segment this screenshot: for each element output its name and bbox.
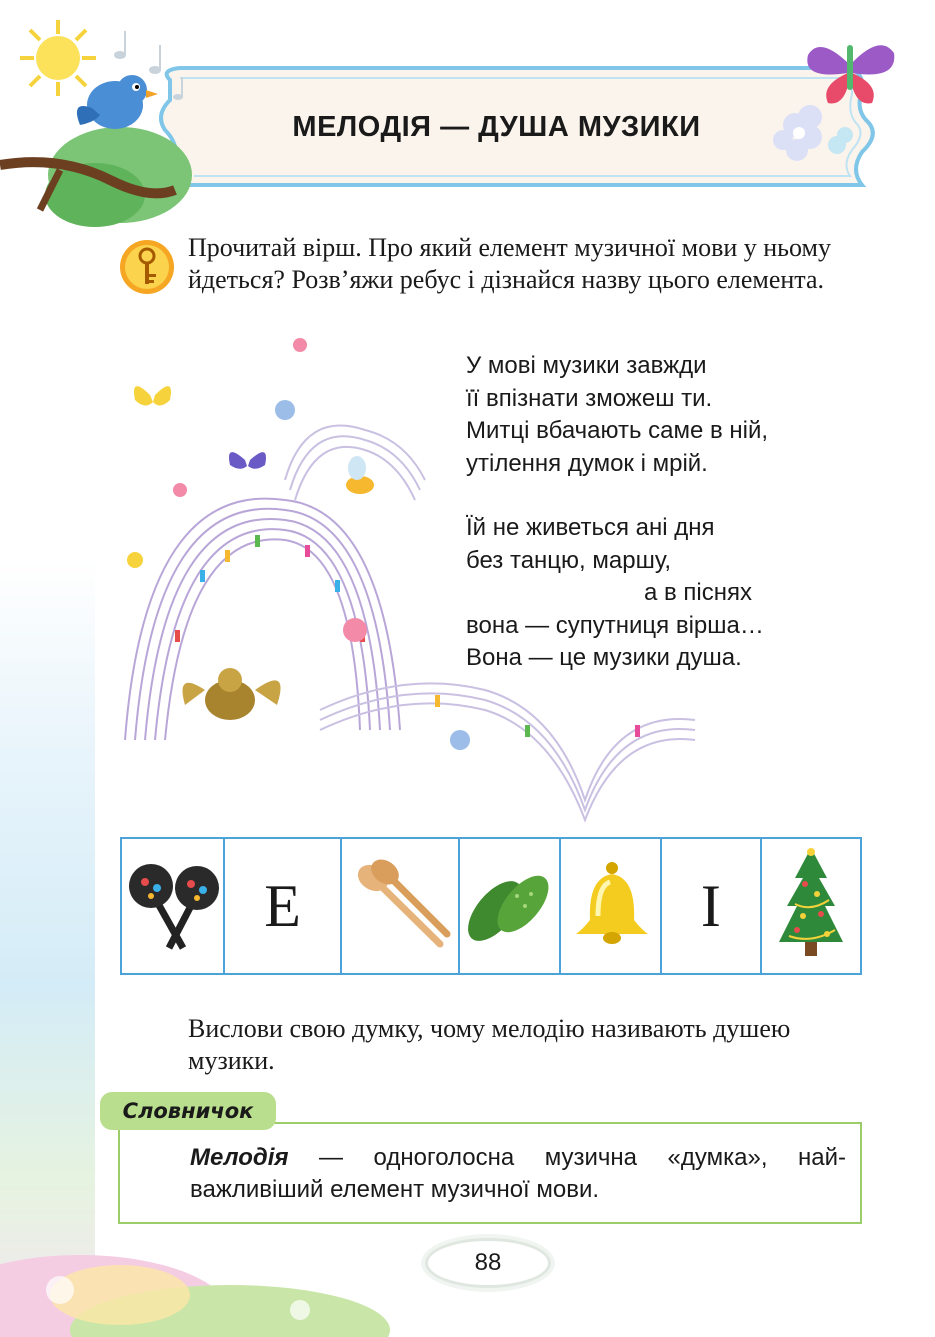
task-text: Прочитай вірш. Про який елемент музичної мови у ньому йдеться? Розв’яжи ребус і дізнайся назву цього елемента. [188, 233, 831, 294]
poem-line: У мові музики завжди [466, 352, 707, 379]
flowers-icon [765, 95, 860, 170]
rebus-letter: І [700, 872, 721, 939]
poem-line: вона — супутниця вірша… [466, 611, 764, 639]
rebus-cell [762, 839, 860, 973]
rebus-cell [122, 839, 225, 973]
rebus-cell [460, 839, 560, 973]
poem [466, 350, 886, 675]
poem-line: без танцю, маршу, [466, 546, 672, 574]
glossary-tab: Словничок [100, 1092, 276, 1130]
glossary-text [190, 1142, 846, 1206]
maracas-icon [125, 858, 221, 954]
page-title: МЕЛОДІЯ — ДУША МУЗИКИ [292, 111, 701, 143]
rebus [120, 837, 862, 975]
page-number: 88 [425, 1238, 551, 1288]
key-icon [118, 238, 176, 296]
rebus-cell [561, 839, 662, 973]
christmas-tree-icon [775, 844, 847, 968]
music-notes-icon [100, 25, 190, 105]
poem-line: а в піснях [644, 579, 753, 606]
poem-line: утілення думок і мрій. [466, 449, 708, 477]
bell-icon [568, 858, 652, 954]
rebus-cell [225, 839, 341, 973]
rebus-cell [342, 839, 460, 973]
glossary-box [118, 1122, 862, 1224]
wooden-spoons-icon [345, 856, 455, 956]
poem-line: її впізнати зможеш ти. [466, 384, 713, 412]
poem-line: Їй не живеться ані дня [466, 514, 715, 541]
poem-line: Вона — це музики душа. [466, 644, 742, 671]
rebus-letter: Е [264, 872, 301, 939]
rebus-cell [662, 839, 761, 973]
glossary-definition: — одноголосна музична «думка», найважливіший елемент музичної мови. [190, 1144, 846, 1203]
question-text: Вислови свою думку, чому мелодію називають душею музики. [188, 1014, 791, 1075]
glossary-term: Мелодія [190, 1144, 289, 1171]
poem-line: Митці вбачають саме в ній, [466, 417, 769, 444]
cucumbers-icon [463, 866, 555, 946]
